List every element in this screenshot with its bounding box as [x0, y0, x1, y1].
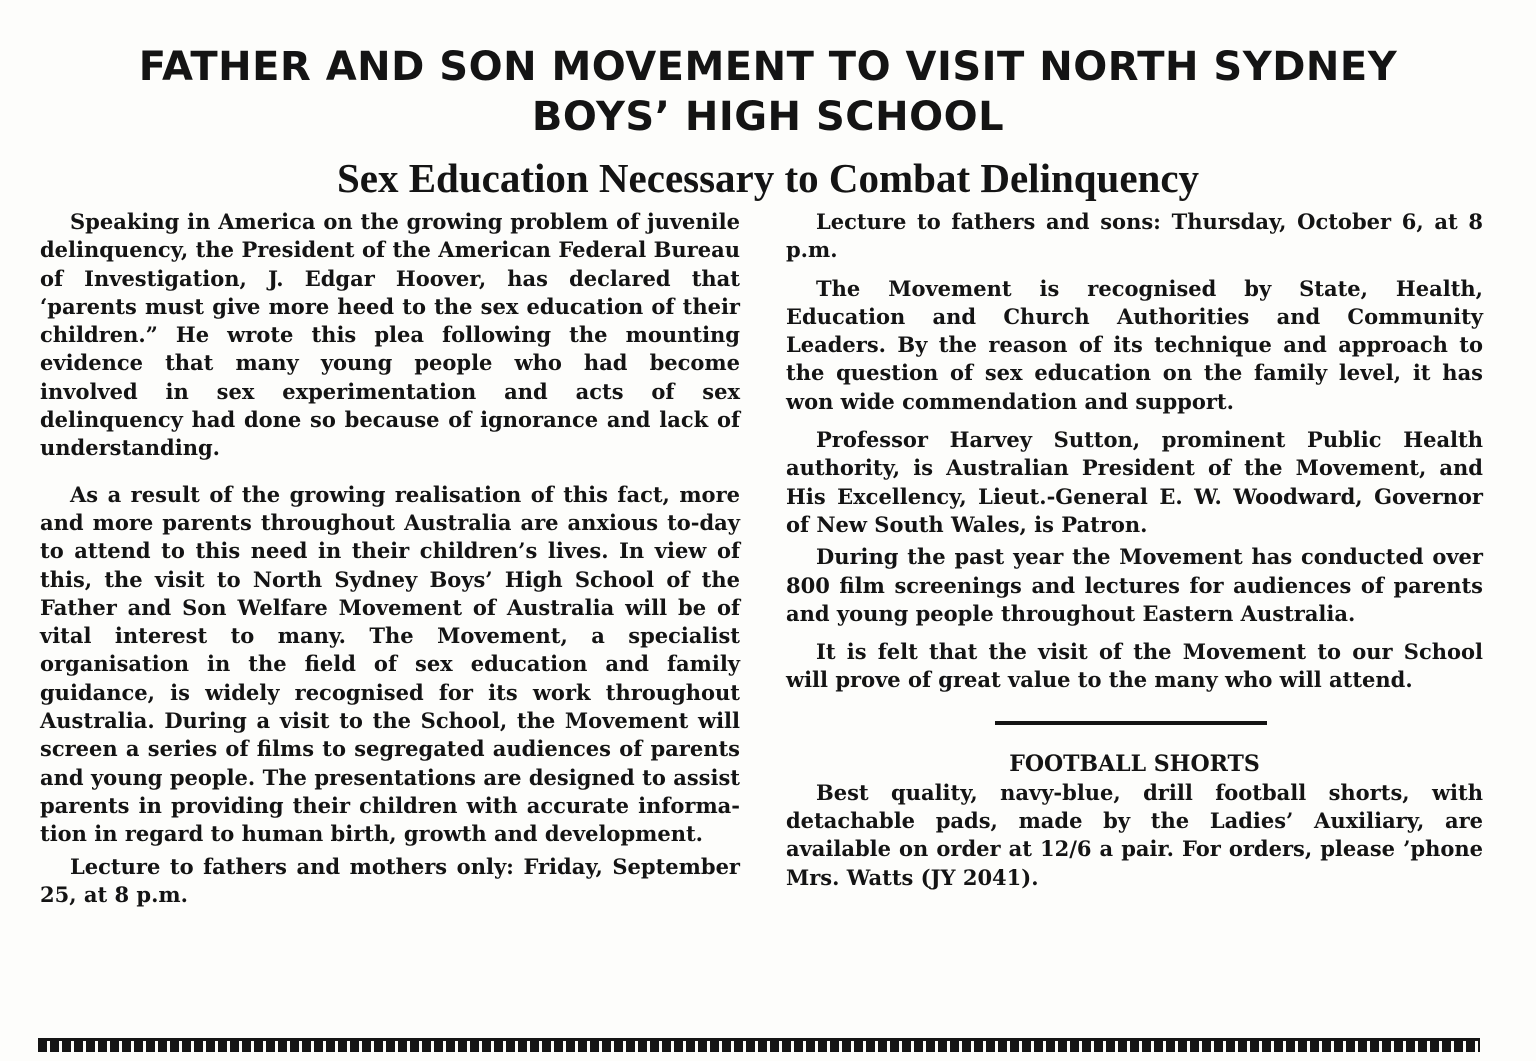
paragraph-screenings: During the past year the Movement has conducted over 800 film screenings and lectures for audiences of parents and young people throughout Eastern Australia. [786, 544, 1483, 626]
paragraph-president: Professor Harvey Sutton, prominent Public Health authority, is Australian President of the Movement, and His Excellency, Lieut.-General E. W. Woodward, Governor of New South Wales, is Patron. [786, 427, 1483, 537]
article-headline [60, 42, 1476, 142]
paragraph-visit: As a result of the growing realisation of this fact, more and more parents throughout Australia are anxious to-day to attend to this need in their children’s lives. In view of this, the visit to North Sydney Boys’ High School of the Father and Son Welfare Movement of Australia will be of vital interest to many. The Movement, a specialist organisation in the field of sex education and family guidance, is widely recognised for its work throughout Australia. During a visit to the School, the Movement will screen a series of films to segregated audiences of parents and young people. The presentations are designed to assist parents in providing their children with accurate information in regard to human birth, growth and development. [40, 481, 740, 847]
headline-line-2: BOYS’ HIGH SCHOOL [531, 94, 1005, 140]
section-divider [995, 721, 1267, 725]
article-subheadline: Sex Education Necessary to Combat Delinquency [336, 155, 1200, 201]
headline-line-1: FATHER AND SON MOVEMENT TO VISIT NORTH SYDNEY [138, 44, 1398, 90]
lecture-mothers-fathers: Lecture to fathers and mothers only: Friday, September 25, at 8 p.m. [40, 853, 740, 907]
left-column [40, 208, 740, 909]
decorative-bottom-border [38, 1038, 1480, 1052]
paragraph-recognition: The Movement is recognised by State, Health, Education and Church Authorities and Community Leaders. By the reason of its technique and approach to the question of sex education on the family level, it has won wide commendation and support. [786, 275, 1483, 414]
football-shorts-body: Best quality, navy-blue, drill football shorts, with detachable pads, made by the Ladies’ Auxiliary, are available on order at 12/6 a pair. For orders, please ’phone Mrs. Watts (JY 2041). [786, 779, 1483, 890]
paragraph-hoover: Speaking in America on the growing problem of juvenile delinquency, the President of the American Federal Bureau of Investigation, J. Edgar Hoover, has declared that ‘parents must give more heed to the sex education of their children.” He wrote this plea following the mounting evidence that many young people who had become involved in sex experimentation and acts of sex delinquency had done so because of ignorance and lack of understanding. [40, 209, 740, 461]
paragraph-value: It is felt that the visit of the Movement to our School will prove of great value to the many who will attend. [786, 639, 1483, 693]
football-shorts-title: FOOTBALL SHORTS [1009, 750, 1260, 777]
lecture-fathers-sons: Lecture to fathers and sons: Thursday, October 6, at 8 p.m. [786, 209, 1483, 263]
right-column [786, 208, 1483, 892]
